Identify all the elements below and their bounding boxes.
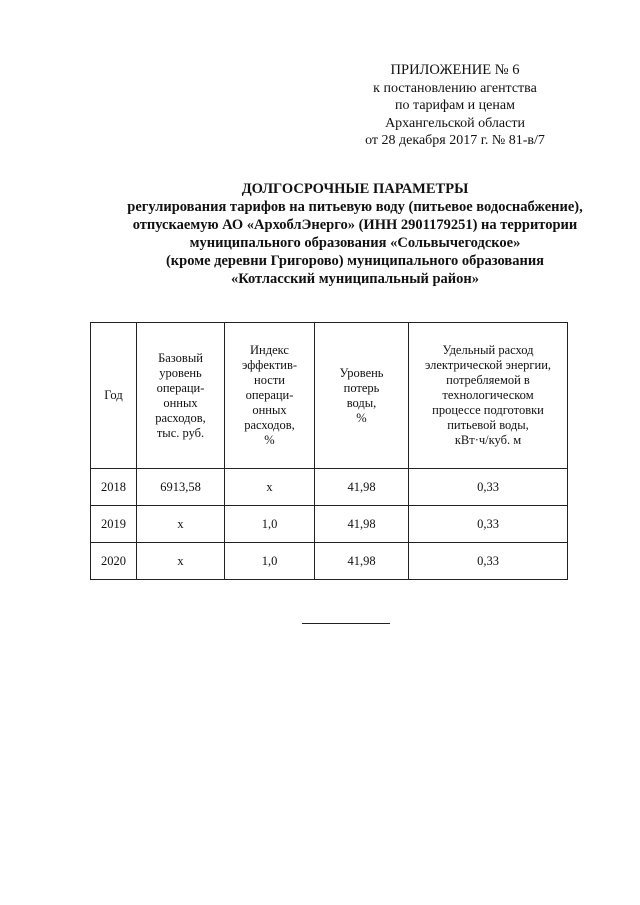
cell-energy: 0,33 <box>409 543 568 580</box>
heading-line: отпускаемую АО «АрхоблЭнерго» (ИНН 2901179251) на территории <box>132 217 578 233</box>
document-heading <box>40 180 640 288</box>
cell-base-costs: x <box>137 506 225 543</box>
heading-title: ДОЛГОСРОЧНЫЕ ПАРАМЕТРЫ <box>241 181 469 197</box>
appendix-line: по тарифам и ценам <box>395 98 515 113</box>
cell-water-loss: 41,98 <box>315 469 409 506</box>
cell-base-costs: x <box>137 543 225 580</box>
header-water-loss: Уровень потерь воды, % <box>315 323 409 469</box>
table-row <box>91 543 568 580</box>
header-year: Год <box>91 323 137 469</box>
table-row <box>91 506 568 543</box>
heading-line: «Котласский муниципальный район» <box>230 271 480 287</box>
heading-line: (кроме деревни Григорово) муниципального образования <box>165 253 545 269</box>
cell-base-costs: 6913,58 <box>137 469 225 506</box>
cell-year: 2019 <box>91 506 137 543</box>
appendix-line: к постановлению агентства <box>373 80 537 96</box>
cell-water-loss: 41,98 <box>315 506 409 543</box>
header-energy-consumption: Удельный расход электрической энергии, потребляемой в технологическом процессе подготовки питьевой воды, кВт·ч/куб. м <box>409 323 568 469</box>
appendix-block <box>330 62 580 150</box>
cell-energy: 0,33 <box>409 506 568 543</box>
appendix-date: от 28 декабря 2017 г. № 81-в/7 <box>365 133 545 148</box>
header-base-operating-costs: Базовый уровень операци- онных расходов, тыс. руб. <box>137 323 225 469</box>
cell-year: 2018 <box>91 469 137 506</box>
parameters-table <box>90 322 568 580</box>
table-header-row <box>91 323 568 469</box>
table-row <box>91 469 568 506</box>
cell-efficiency-index: 1,0 <box>225 506 315 543</box>
cell-efficiency-index: x <box>225 469 315 506</box>
cell-efficiency-index: 1,0 <box>225 543 315 580</box>
heading-line: муниципального образования «Сольвычегодское» <box>189 235 521 251</box>
cell-water-loss: 41,98 <box>315 543 409 580</box>
header-efficiency-index: Индекс эффектив- ности операци- онных расходов, % <box>225 323 315 469</box>
cell-year: 2020 <box>91 543 137 580</box>
heading-line: регулирования тарифов на питьевую воду (питьевое водоснабжение), <box>127 199 583 215</box>
appendix-number: ПРИЛОЖЕНИЕ № 6 <box>390 62 520 78</box>
end-divider <box>302 623 390 624</box>
cell-energy: 0,33 <box>409 469 568 506</box>
appendix-line: Архангельской области <box>385 115 525 131</box>
